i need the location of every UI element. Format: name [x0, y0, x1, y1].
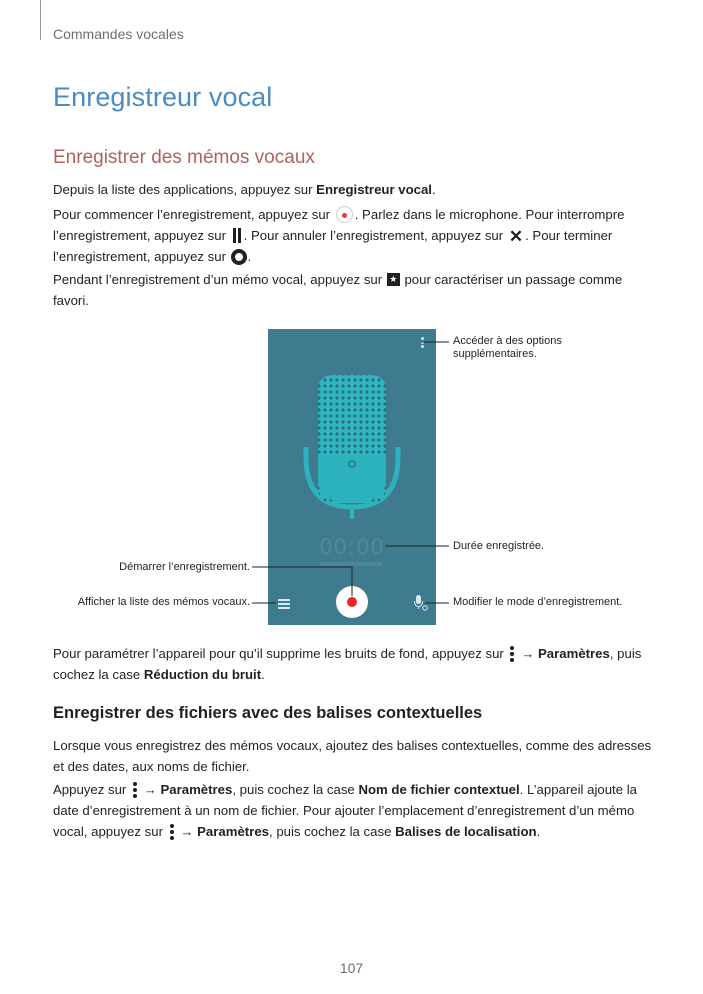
page-number: 107: [339, 960, 364, 976]
cancel-icon: ✕: [508, 227, 524, 247]
app-name: Enregistreur vocal: [316, 182, 432, 197]
paragraph-bookmark: Pendant l’enregistrement d’un mémo vocal, appuyez sur ★ pour caractériser un passage comme favori.: [53, 272, 623, 308]
more-options-icon: [132, 782, 138, 798]
callout-mode: Modifier le mode d’enregistrement.: [453, 596, 623, 608]
section-heading: Enregistrer des mémos vocaux: [53, 147, 315, 168]
subsection-heading: Enregistrer des fichiers avec des balises contextuelles: [53, 704, 483, 722]
callout-start: Démarrer l’enregistrement.: [119, 561, 250, 573]
callout-more-options: Accéder à des options supplémentaires.: [453, 335, 562, 360]
bookmark-icon: ★: [387, 273, 400, 286]
more-options-icon: [169, 824, 175, 840]
paragraph-recording-controls: Pour commencer l’enregistrement, appuyez sur . Parlez dans le microphone. Pour interrompre l’enregistrement, appuyez sur . Pour annuler l’enregistrement, appuyez sur ✕ . Pour terminer l’enregistrement, appuyez sur .: [53, 207, 625, 264]
paragraph-noise-reduction: Pour paramétrer l’appareil pour qu’il supprime les bruits de fond, appuyez sur → Paramètres, puis cochez la case Réduction du bruit.: [53, 646, 642, 682]
page-title: Enregistreur vocal: [53, 82, 273, 112]
callout-duration: Durée enregistrée.: [453, 540, 545, 552]
callout-list: Afficher la liste des mémos vocaux.: [77, 596, 250, 608]
paragraph-context-settings: Appuyez sur → Paramètres, puis cochez la case Nom de fichier contextuel. L’appareil ajoute la date d’enregistrement à un nom de fichier. Pour ajouter l’emplacement d’enregistrement d’un mémo vocal, appuyez sur → Paramètres, puis cochez la case Balises de localisation.: [53, 782, 637, 839]
running-head: Commandes vocales: [53, 26, 184, 42]
recording-timer: 00:00: [319, 535, 385, 559]
paragraph-open-app: Depuis la liste des applications, appuyez sur Enregistreur vocal.: [53, 182, 436, 197]
more-options-icon: [509, 646, 515, 662]
paragraph-context-tags: Lorsque vous enregistrez des mémos vocaux, ajoutez des balises contextuelles, comme des adresses et des dates, aux noms de fichier.: [53, 738, 652, 774]
